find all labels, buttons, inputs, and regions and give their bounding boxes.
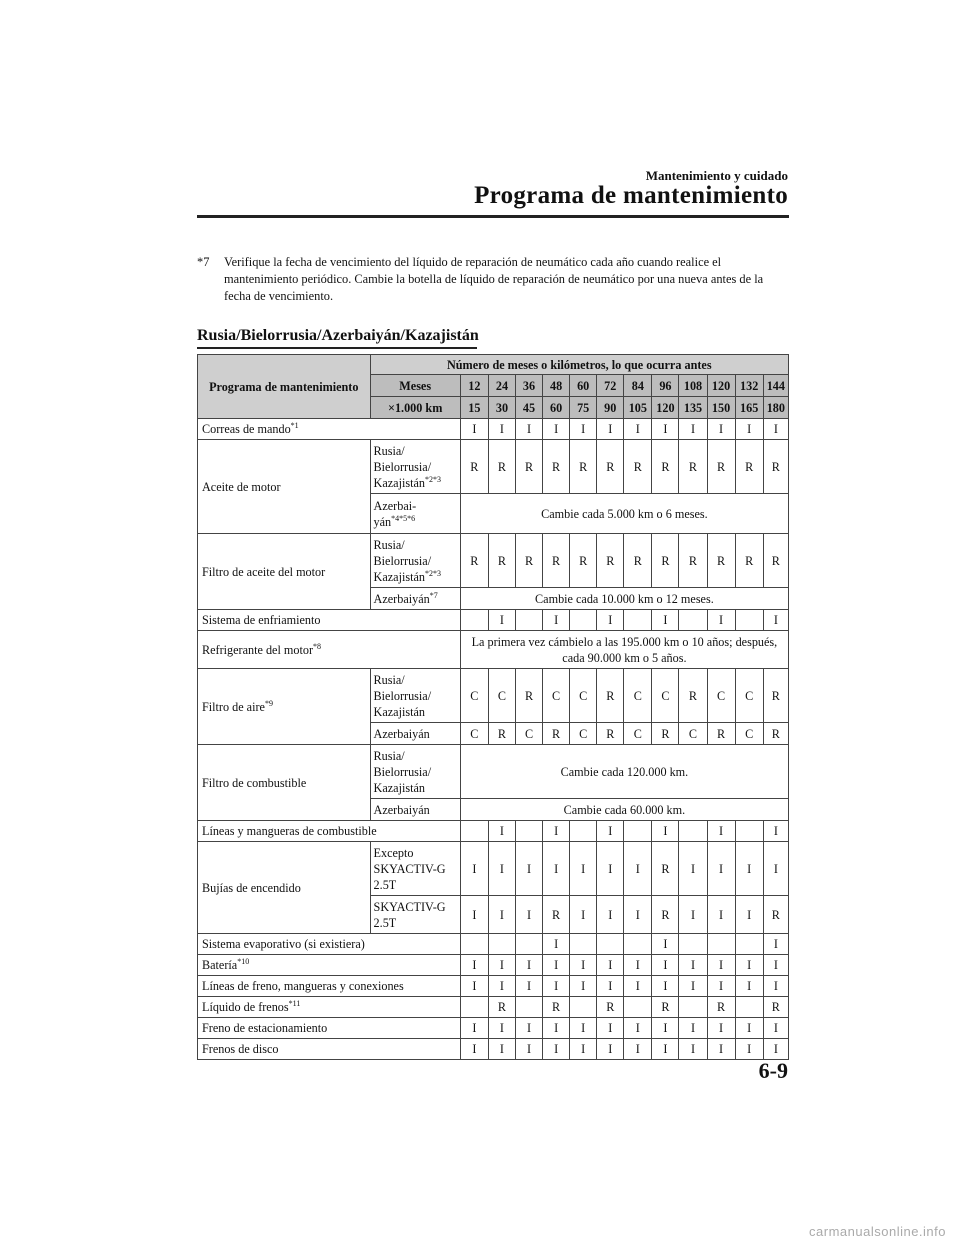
- interval-text: Cambie cada 60.000 km.: [460, 799, 788, 821]
- value-cell: R: [488, 997, 515, 1018]
- value-cell: R: [597, 440, 624, 494]
- interval-text: Cambie cada 10.000 km o 12 meses.: [460, 588, 788, 610]
- value-cell: R: [460, 440, 488, 494]
- value-cell: R: [624, 534, 652, 588]
- value-cell: [624, 934, 652, 955]
- table-row: [198, 976, 789, 997]
- value-cell: I: [624, 896, 652, 934]
- value-cell: C: [735, 669, 763, 723]
- value-cell: [460, 934, 488, 955]
- value-cell: I: [597, 976, 624, 997]
- month-cell: 72: [597, 375, 624, 397]
- month-cell: 48: [543, 375, 570, 397]
- value-cell: I: [735, 896, 763, 934]
- value-cell: [488, 934, 515, 955]
- value-cell: I: [570, 842, 597, 896]
- value-cell: I: [543, 419, 570, 440]
- value-cell: R: [515, 669, 542, 723]
- value-cell: I: [460, 419, 488, 440]
- value-cell: I: [543, 934, 570, 955]
- value-cell: I: [543, 1039, 570, 1060]
- value-cell: [679, 821, 707, 842]
- table-row: [198, 934, 789, 955]
- month-cell: 132: [735, 375, 763, 397]
- km-cell: 105: [624, 397, 652, 419]
- value-cell: I: [624, 419, 652, 440]
- value-cell: I: [707, 1018, 735, 1039]
- value-cell: C: [543, 669, 570, 723]
- value-cell: R: [624, 440, 652, 494]
- value-cell: I: [597, 896, 624, 934]
- value-cell: R: [679, 440, 707, 494]
- value-cell: I: [488, 821, 515, 842]
- value-cell: C: [679, 723, 707, 745]
- value-cell: I: [597, 842, 624, 896]
- km-label: ×1.000 km: [370, 397, 460, 419]
- value-cell: I: [460, 976, 488, 997]
- month-cell: 36: [515, 375, 542, 397]
- value-cell: I: [570, 1039, 597, 1060]
- value-cell: I: [543, 842, 570, 896]
- table-row: [198, 1018, 789, 1039]
- value-cell: [515, 610, 542, 631]
- row-label: Líneas de freno, mangueras y conexiones: [198, 976, 461, 997]
- sub-label: Azerbai- yán$^{*4*5*6}$: [370, 494, 460, 534]
- value-cell: C: [488, 669, 515, 723]
- value-cell: I: [763, 610, 788, 631]
- value-cell: R: [597, 723, 624, 745]
- value-cell: I: [624, 955, 652, 976]
- value-cell: I: [515, 842, 542, 896]
- page-title: Programa de mantenimiento: [474, 182, 788, 209]
- value-cell: I: [515, 896, 542, 934]
- sub-label: Azerbaiyán: [370, 723, 460, 745]
- value-cell: R: [460, 534, 488, 588]
- footnote-mark: *7: [197, 255, 210, 269]
- sub-label: Excepto SKYACTIV-G 2.5T: [370, 842, 460, 896]
- value-cell: I: [707, 896, 735, 934]
- value-cell: I: [624, 1039, 652, 1060]
- value-cell: I: [488, 842, 515, 896]
- sub-label: Rusia/ Bielorrusia/ Kazajistán$^{*2*3}$: [370, 534, 460, 588]
- table-row: [198, 821, 789, 842]
- value-cell: I: [652, 419, 679, 440]
- table-row: [198, 997, 789, 1018]
- value-cell: R: [488, 440, 515, 494]
- value-cell: I: [735, 1018, 763, 1039]
- value-cell: I: [515, 955, 542, 976]
- value-cell: R: [735, 440, 763, 494]
- footnote-text: Verifique la fecha de vencimiento del líquido de reparación de neumático cada año cuando realice el mantenimiento periódico. Cambie la botella de líquido de reparación de neumático por una nueva antes de la fecha de vencimiento.: [224, 255, 764, 303]
- value-cell: I: [515, 1039, 542, 1060]
- value-cell: I: [763, 821, 788, 842]
- value-cell: I: [652, 976, 679, 997]
- value-cell: I: [679, 1018, 707, 1039]
- value-cell: I: [570, 419, 597, 440]
- value-cell: I: [707, 842, 735, 896]
- value-cell: [735, 934, 763, 955]
- value-cell: I: [624, 1018, 652, 1039]
- value-cell: I: [679, 419, 707, 440]
- value-cell: R: [543, 534, 570, 588]
- value-cell: I: [652, 821, 679, 842]
- value-cell: I: [707, 1039, 735, 1060]
- value-cell: I: [515, 419, 542, 440]
- value-cell: I: [652, 1018, 679, 1039]
- value-cell: R: [543, 440, 570, 494]
- section-title: Rusia/Bielorrusia/Azerbaiyán/Kazajistán: [197, 327, 479, 344]
- month-cell: 24: [488, 375, 515, 397]
- sub-label: Rusia/ Bielorrusia/ Kazajistán: [370, 669, 460, 723]
- value-cell: [679, 997, 707, 1018]
- value-cell: I: [488, 976, 515, 997]
- value-cell: I: [707, 821, 735, 842]
- row-label: Bujías de encendido: [198, 842, 371, 934]
- value-cell: R: [763, 896, 788, 934]
- value-cell: R: [763, 997, 788, 1018]
- month-cell: 84: [624, 375, 652, 397]
- value-cell: [679, 610, 707, 631]
- row-label: Filtro de aceite del motor: [198, 534, 371, 610]
- value-cell: R: [652, 842, 679, 896]
- km-cell: 90: [597, 397, 624, 419]
- value-cell: [597, 934, 624, 955]
- value-cell: I: [570, 976, 597, 997]
- value-cell: I: [488, 610, 515, 631]
- value-cell: C: [707, 669, 735, 723]
- km-cell: 75: [570, 397, 597, 419]
- sub-label: Azerbaiyán: [370, 799, 460, 821]
- value-cell: I: [763, 1039, 788, 1060]
- value-cell: I: [763, 955, 788, 976]
- value-cell: [570, 997, 597, 1018]
- month-cell: 12: [460, 375, 488, 397]
- value-cell: C: [460, 669, 488, 723]
- value-cell: I: [763, 1018, 788, 1039]
- row-label: Refrigerante del motor$^{*8}$: [198, 631, 461, 669]
- value-cell: I: [679, 955, 707, 976]
- row-label: Filtro de combustible: [198, 745, 371, 821]
- value-cell: I: [707, 976, 735, 997]
- km-cell: 60: [543, 397, 570, 419]
- value-cell: [735, 610, 763, 631]
- value-cell: I: [679, 976, 707, 997]
- interval-text: Cambie cada 120.000 km.: [460, 745, 788, 799]
- value-cell: I: [679, 1039, 707, 1060]
- value-cell: I: [597, 955, 624, 976]
- value-cell: I: [597, 419, 624, 440]
- value-cell: I: [488, 955, 515, 976]
- value-cell: I: [460, 955, 488, 976]
- value-cell: [624, 997, 652, 1018]
- month-cell: 96: [652, 375, 679, 397]
- value-cell: I: [597, 610, 624, 631]
- interval-text: Cambie cada 5.000 km o 6 meses.: [460, 494, 788, 534]
- table-row: [198, 669, 789, 723]
- sub-label: SKYACTIV-G 2.5T: [370, 896, 460, 934]
- value-cell: [679, 934, 707, 955]
- value-cell: R: [707, 440, 735, 494]
- page-number: 6-9: [758, 1058, 788, 1083]
- value-cell: R: [570, 534, 597, 588]
- value-cell: I: [624, 842, 652, 896]
- value-cell: R: [652, 440, 679, 494]
- row-label: Filtro de aire$^{*9}$: [198, 669, 371, 745]
- months-label: Meses: [370, 375, 460, 397]
- value-cell: I: [652, 955, 679, 976]
- value-cell: I: [488, 1018, 515, 1039]
- col-header-interval: Número de meses o kilómetros, lo que ocurra antes: [370, 355, 788, 375]
- value-cell: R: [597, 669, 624, 723]
- value-cell: I: [624, 976, 652, 997]
- value-cell: R: [679, 534, 707, 588]
- row-label: Sistema evaporativo (si existiera): [198, 934, 461, 955]
- interval-text: La primera vez cámbielo a las 195.000 km o 10 años; después, cada 90.000 km o 5 años.: [460, 631, 788, 669]
- value-cell: R: [570, 440, 597, 494]
- value-cell: [624, 821, 652, 842]
- value-cell: I: [570, 896, 597, 934]
- value-cell: R: [707, 534, 735, 588]
- value-cell: I: [515, 1018, 542, 1039]
- table-row: [198, 419, 789, 440]
- chapter-label: Mantenimiento y cuidado: [645, 168, 788, 183]
- value-cell: [570, 610, 597, 631]
- value-cell: [460, 997, 488, 1018]
- value-cell: I: [597, 1039, 624, 1060]
- value-cell: I: [543, 955, 570, 976]
- value-cell: R: [543, 896, 570, 934]
- value-cell: I: [763, 419, 788, 440]
- month-cell: 60: [570, 375, 597, 397]
- value-cell: I: [707, 419, 735, 440]
- value-cell: [570, 821, 597, 842]
- row-label: Aceite de motor: [198, 440, 371, 534]
- section-rule: [197, 347, 477, 349]
- value-cell: R: [707, 997, 735, 1018]
- value-cell: R: [763, 440, 788, 494]
- value-cell: C: [515, 723, 542, 745]
- value-cell: [515, 821, 542, 842]
- value-cell: I: [763, 976, 788, 997]
- value-cell: R: [597, 997, 624, 1018]
- value-cell: R: [597, 534, 624, 588]
- value-cell: I: [679, 842, 707, 896]
- km-cell: 120: [652, 397, 679, 419]
- value-cell: C: [652, 669, 679, 723]
- value-cell: I: [460, 1039, 488, 1060]
- value-cell: R: [652, 723, 679, 745]
- km-cell: 165: [735, 397, 763, 419]
- value-cell: R: [652, 997, 679, 1018]
- value-cell: R: [515, 440, 542, 494]
- header-rule: [197, 215, 789, 218]
- row-label: Correas de mando$^{*1}$: [198, 419, 461, 440]
- value-cell: I: [735, 842, 763, 896]
- value-cell: R: [763, 723, 788, 745]
- row-label: Batería$^{*10}$: [198, 955, 461, 976]
- maintenance-schedule-table: [197, 354, 789, 1060]
- value-cell: I: [763, 842, 788, 896]
- value-cell: I: [652, 934, 679, 955]
- value-cell: [460, 610, 488, 631]
- value-cell: [735, 997, 763, 1018]
- value-cell: R: [679, 669, 707, 723]
- value-cell: R: [763, 534, 788, 588]
- value-cell: I: [597, 821, 624, 842]
- value-cell: I: [570, 955, 597, 976]
- km-cell: 135: [679, 397, 707, 419]
- km-cell: 150: [707, 397, 735, 419]
- value-cell: I: [652, 1039, 679, 1060]
- value-cell: R: [488, 534, 515, 588]
- value-cell: R: [707, 723, 735, 745]
- table-row: [198, 1039, 789, 1060]
- value-cell: I: [735, 419, 763, 440]
- table-row: [198, 745, 789, 799]
- value-cell: I: [735, 955, 763, 976]
- table-row: [198, 955, 789, 976]
- row-label: Freno de estacionamiento: [198, 1018, 461, 1039]
- table-row: [198, 610, 789, 631]
- table-row: [198, 440, 789, 494]
- value-cell: [735, 821, 763, 842]
- value-cell: I: [488, 1039, 515, 1060]
- watermark-logo: carmanualsonline.info: [809, 1224, 946, 1239]
- value-cell: I: [543, 1018, 570, 1039]
- value-cell: [707, 934, 735, 955]
- value-cell: I: [543, 610, 570, 631]
- value-cell: R: [652, 534, 679, 588]
- value-cell: I: [652, 610, 679, 631]
- value-cell: R: [488, 723, 515, 745]
- value-cell: R: [515, 534, 542, 588]
- value-cell: I: [543, 821, 570, 842]
- month-cell: 108: [679, 375, 707, 397]
- value-cell: R: [543, 997, 570, 1018]
- month-cell: 120: [707, 375, 735, 397]
- value-cell: [570, 934, 597, 955]
- value-cell: I: [597, 1018, 624, 1039]
- value-cell: I: [707, 955, 735, 976]
- sub-label: Rusia/ Bielorrusia/ Kazajistán: [370, 745, 460, 799]
- value-cell: I: [460, 1018, 488, 1039]
- value-cell: I: [735, 1039, 763, 1060]
- table-row: [198, 534, 789, 588]
- km-cell: 30: [488, 397, 515, 419]
- table-row: [198, 842, 789, 896]
- value-cell: C: [735, 723, 763, 745]
- row-label: Sistema de enfriamiento: [198, 610, 461, 631]
- value-cell: I: [570, 1018, 597, 1039]
- row-label: Líquido de frenos$^{*11}$: [198, 997, 461, 1018]
- value-cell: [515, 934, 542, 955]
- table-row: [198, 631, 789, 669]
- footnote-7: [197, 254, 787, 305]
- value-cell: R: [543, 723, 570, 745]
- col-header-program: Programa de mantenimiento: [198, 355, 371, 419]
- month-cell: 144: [763, 375, 788, 397]
- value-cell: I: [735, 976, 763, 997]
- value-cell: [460, 821, 488, 842]
- value-cell: C: [570, 723, 597, 745]
- sub-label: Azerbaiyán$^{*7}$: [370, 588, 460, 610]
- value-cell: C: [460, 723, 488, 745]
- km-cell: 180: [763, 397, 788, 419]
- value-cell: R: [652, 896, 679, 934]
- value-cell: R: [735, 534, 763, 588]
- value-cell: I: [460, 842, 488, 896]
- value-cell: I: [543, 976, 570, 997]
- row-label: Líneas y mangueras de combustible: [198, 821, 461, 842]
- km-cell: 15: [460, 397, 488, 419]
- value-cell: I: [515, 976, 542, 997]
- value-cell: C: [624, 669, 652, 723]
- value-cell: I: [460, 896, 488, 934]
- value-cell: [624, 610, 652, 631]
- value-cell: I: [763, 934, 788, 955]
- value-cell: R: [763, 669, 788, 723]
- value-cell: I: [707, 610, 735, 631]
- value-cell: C: [570, 669, 597, 723]
- value-cell: I: [679, 896, 707, 934]
- value-cell: I: [488, 896, 515, 934]
- value-cell: [515, 997, 542, 1018]
- value-cell: C: [624, 723, 652, 745]
- km-cell: 45: [515, 397, 542, 419]
- value-cell: I: [488, 419, 515, 440]
- row-label: Frenos de disco: [198, 1039, 461, 1060]
- sub-label: Rusia/ Bielorrusia/ Kazajistán$^{*2*3}$: [370, 440, 460, 494]
